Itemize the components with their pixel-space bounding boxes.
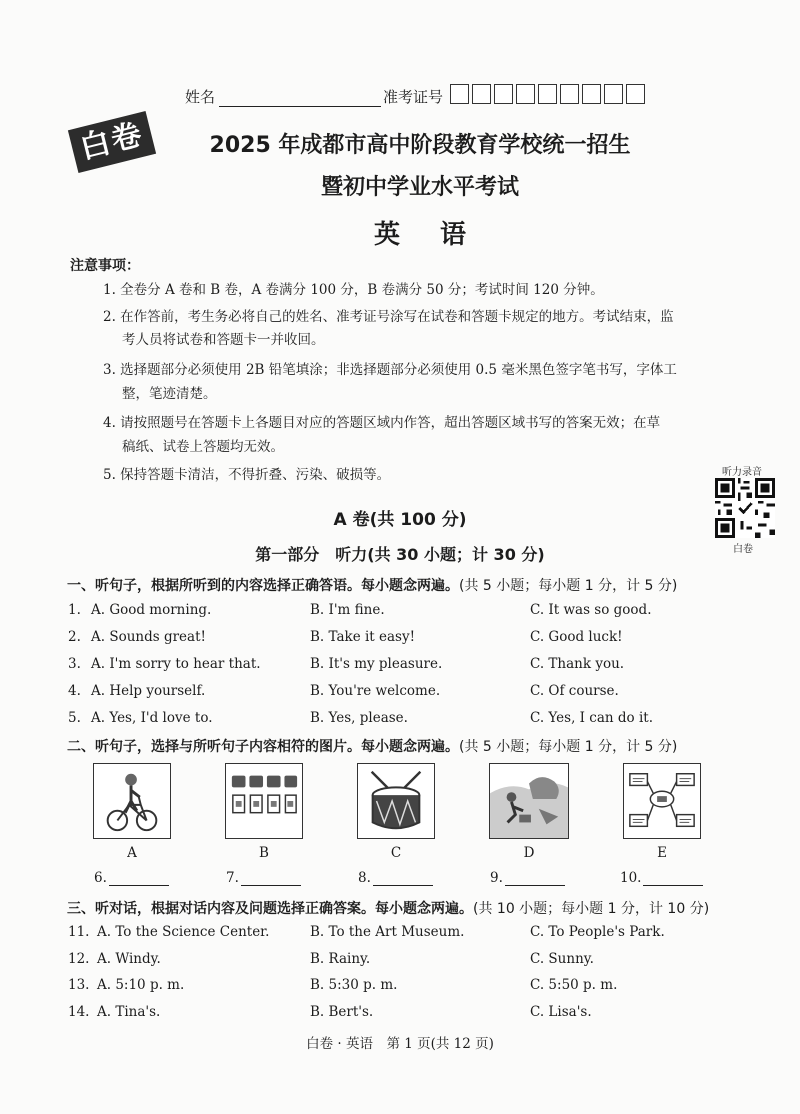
question-5-option-b[interactable]: B. Yes, please. — [310, 710, 408, 726]
question-2-option-c[interactable]: C. Good luck! — [530, 629, 623, 645]
answer-10-num: 10. — [620, 870, 642, 886]
question-11-option-c[interactable]: C. To People's Park. — [530, 924, 665, 940]
answer-10-blank[interactable] — [643, 869, 703, 886]
picture-c-drum — [357, 763, 435, 839]
question-4-num: 4. — [68, 683, 81, 699]
picture-label-c: C — [390, 845, 402, 861]
answer-9-blank[interactable] — [505, 869, 565, 886]
question-12-option-a[interactable]: A. Windy. — [97, 951, 161, 967]
section2-score: (共 5 小题；每小题 1 分，计 5 分) — [459, 739, 678, 755]
answer-8-blank[interactable] — [373, 869, 433, 886]
question-13-option-c[interactable]: C. 5:50 p. m. — [530, 977, 618, 993]
answer-6-blank[interactable] — [109, 869, 169, 886]
name-label: 姓名 — [185, 88, 216, 106]
answer-6[interactable] — [94, 869, 169, 886]
question-13-option-a[interactable]: A. 5:10 p. m. — [97, 977, 185, 993]
question-3-num: 3. — [68, 656, 81, 672]
page-footer: 白卷 · 英语 第 1 页(共 12 页) — [306, 1036, 494, 1052]
question-12-num: 12. — [68, 951, 90, 967]
question-2-num: 2. — [68, 629, 81, 645]
notice-item-1: 1. 全卷分 A 卷和 B 卷，A 卷满分 100 分，B 卷满分 50 分；考试时间 120 分钟。 — [103, 282, 604, 298]
section3-score: (共 10 小题；每小题 1 分，计 10 分) — [473, 901, 710, 917]
question-13-num: 13. — [68, 977, 90, 993]
question-12-option-c[interactable]: C. Sunny. — [530, 951, 594, 967]
notice-item-2: 2. 在作答前，考生务必将自己的姓名、准考证号涂写在试卷和答题卡规定的地方。考试结束，监 — [103, 309, 674, 325]
notice-item-4-cont: 稿纸、试卷上答题均无效。 — [122, 439, 284, 455]
name-field — [185, 86, 381, 107]
answer-7[interactable] — [226, 869, 301, 886]
exam-title-line1: 2025 年成都市高中阶段教育学校统一招生 — [209, 133, 631, 158]
question-12-option-b[interactable]: B. Rainy. — [310, 951, 371, 967]
section3-heading — [67, 898, 709, 918]
picture-label-e: E — [657, 845, 667, 861]
picture-label-a: A — [127, 845, 137, 861]
question-14-option-a[interactable]: A. Tina's. — [97, 1004, 161, 1020]
question-4-option-c[interactable]: C. Of course. — [530, 683, 619, 699]
answer-10[interactable] — [620, 869, 703, 886]
exam-id-boxes — [450, 84, 648, 106]
question-1-option-c[interactable]: C. It was so good. — [530, 602, 652, 618]
section1-heading-text: 一、听句子，根据所听到的内容选择正确答语。每小题念两遍。 — [67, 578, 459, 594]
section1-score: (共 5 小题；每小题 1 分，计 5 分) — [459, 578, 678, 594]
question-14-option-c[interactable]: C. Lisa's. — [530, 1004, 592, 1020]
section2-heading — [67, 736, 677, 756]
question-14-option-b[interactable]: B. Bert's. — [310, 1004, 374, 1020]
exam-title-line2: 暨初中学业水平考试 — [320, 175, 519, 200]
answer-8[interactable] — [358, 869, 433, 886]
question-11-option-a[interactable]: A. To the Science Center. — [97, 924, 270, 940]
notice-item-4: 4. 请按照题号在答题卡上各题目对应的答题区域内作答，超出答题区域书写的答案无效；在草 — [103, 415, 661, 431]
answer-9[interactable] — [490, 869, 565, 886]
picture-a-bicycle — [93, 763, 171, 839]
notice-item-3: 3. 选择题部分必须使用 2B 铅笔填涂；非选择题部分必须使用 0.5 毫米黑色签字笔书写，字体工 — [103, 362, 677, 378]
question-1-option-a[interactable]: A. Good morning. — [91, 602, 212, 618]
question-2-option-b[interactable]: B. Take it easy! — [310, 629, 416, 645]
answer-9-num: 9. — [490, 870, 503, 886]
section1-heading — [67, 575, 677, 595]
answer-7-num: 7. — [226, 870, 239, 886]
question-11-option-b[interactable]: B. To the Art Museum. — [310, 924, 465, 940]
question-3-option-c[interactable]: C. Thank you. — [530, 656, 625, 672]
subject-title: 英语 — [373, 220, 506, 250]
picture-d-gardening — [489, 763, 569, 839]
question-11-num: 11. — [68, 924, 90, 940]
question-5-option-c[interactable]: C. Yes, I can do it. — [530, 710, 653, 726]
paper-badge: 白卷 — [68, 111, 156, 173]
picture-label-b: B — [259, 845, 269, 861]
picture-e-mind-map — [623, 763, 701, 839]
question-2-option-a[interactable]: A. Sounds great! — [91, 629, 206, 645]
question-1-num: 1. — [68, 602, 81, 618]
question-1-option-b[interactable]: B. I'm fine. — [310, 602, 385, 618]
question-5-option-a[interactable]: A. Yes, I'd love to. — [91, 710, 213, 726]
notice-item-2-cont: 考人员将试卷和答题卡一并收回。 — [122, 332, 325, 348]
exam-id-label: 准考证号 — [383, 88, 444, 106]
section-a-title: A 卷(共 100 分) — [333, 510, 467, 530]
question-3-option-b[interactable]: B. It's my pleasure. — [310, 656, 443, 672]
picture-label-d: D — [523, 845, 535, 861]
section2-heading-text: 二、听句子，选择与所听句子内容相符的图片。每小题念两遍。 — [67, 739, 459, 755]
qr-top-label: 听力录音 — [722, 467, 762, 478]
question-4-option-a[interactable]: A. Help yourself. — [91, 683, 206, 699]
question-4-option-b[interactable]: B. You're welcome. — [310, 683, 441, 699]
question-5-num: 5. — [68, 710, 81, 726]
picture-b-recycling-bins — [225, 763, 303, 839]
answer-7-blank[interactable] — [241, 869, 301, 886]
answer-8-num: 8. — [358, 870, 371, 886]
notice-heading: 注意事项： — [70, 258, 140, 274]
name-blank — [219, 90, 381, 107]
notice-item-5: 5. 保持答题卡清洁，不得折叠、污染、破损等。 — [103, 467, 391, 483]
question-3-option-a[interactable]: A. I'm sorry to hear that. — [91, 656, 261, 672]
question-14-num: 14. — [68, 1004, 90, 1020]
answer-6-num: 6. — [94, 870, 107, 886]
notice-item-3-cont: 整，笔迹清楚。 — [122, 386, 217, 402]
section3-heading-text: 三、听对话，根据对话内容及问题选择正确答案。每小题念两遍。 — [67, 901, 473, 917]
qr-bottom-label: 白卷 — [733, 544, 753, 555]
part1-title: 第一部分 听力(共 30 小题；计 30 分) — [255, 545, 545, 564]
question-13-option-b[interactable]: B. 5:30 p. m. — [310, 977, 398, 993]
